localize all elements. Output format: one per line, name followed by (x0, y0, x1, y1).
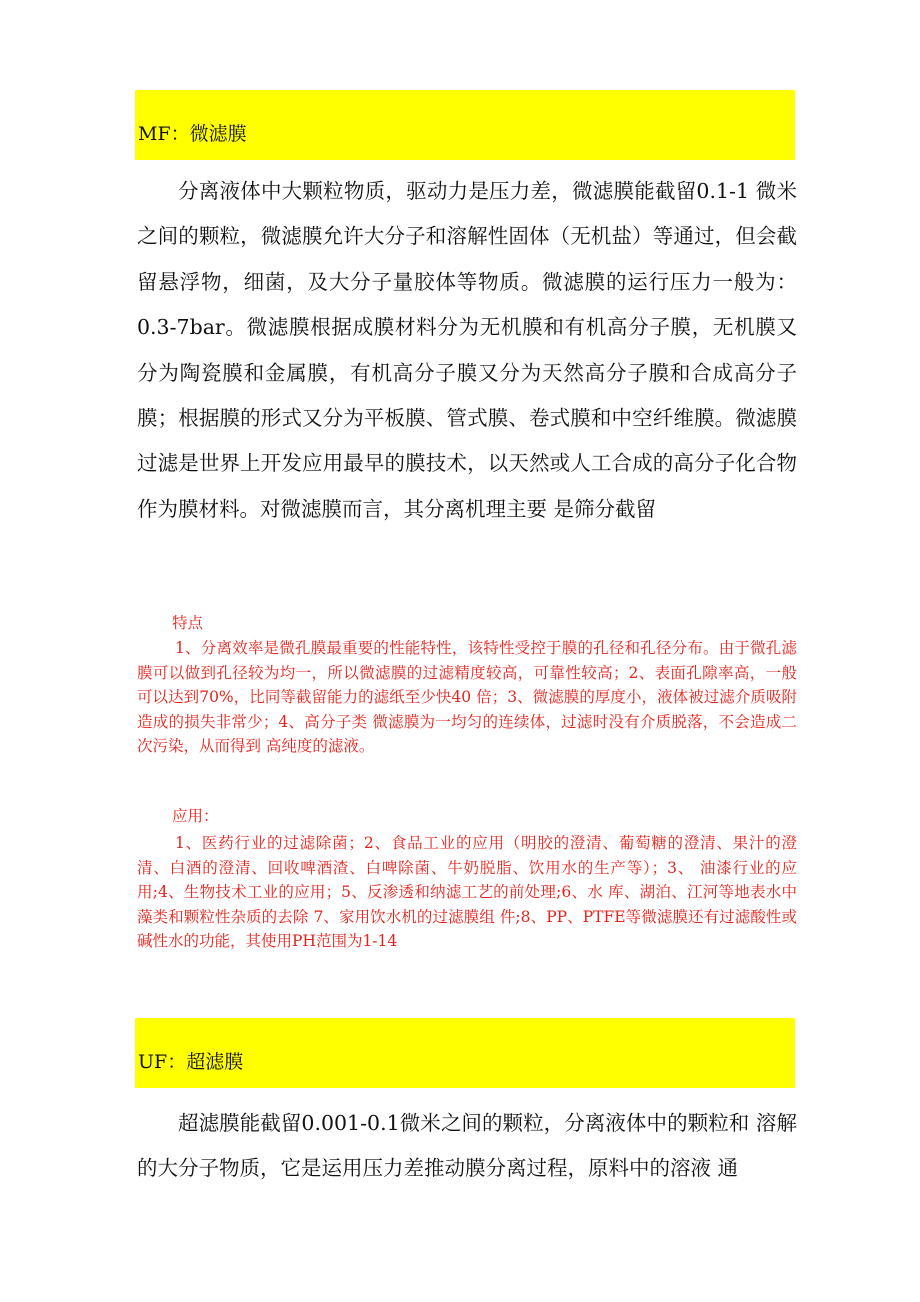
mf-heading-highlight (135, 90, 795, 160)
uf-heading-highlight (135, 1018, 795, 1088)
uf-heading: UF：超滤膜 (138, 1051, 244, 1073)
mf-heading: MF：微滤膜 (138, 123, 247, 145)
features-label: 特点 (172, 614, 204, 632)
mf-description: 分离液体中大颗粒物质，驱动力是压力差，微滤膜能截留0.1-1 微米之间的颗粒，微滤膜允许大分子和溶解性固体（无机盐）等通过，但会截留悬浮物，细菌，及大分子量胶体等物质。微滤膜的运行压力一般为：0.3-7bar。微滤膜根据成膜材料分为无机膜和有机高分子膜，无机膜又分为陶瓷膜和金属膜，有机高分子膜又分为天然高分子膜和合成高分子膜；根据膜的形式又分为平板膜、管式膜、卷式膜和中空纤维膜。微滤膜过滤是世界上开发应用最早的膜技术，以天然或人工合成的高分子化合物作为膜材料。对微滤膜而言，其分离机理主要 是筛分截留 (137, 179, 797, 521)
applications-label: 应用： (172, 807, 219, 825)
applications-text: 1、医药行业的过滤除菌；2、食品工业的应用（明胶的澄清、葡萄糖的澄清、果汁的澄清、白酒的澄清、回收啤酒渣、白啤除菌、牛奶脱脂、饮用水的生产等）；3、 油漆行业的应用;4、生物技术工业的应用；5、反渗透和纳滤工艺的前处理;6、水 库、湖泊、江河等地表水中藻类和颗粒性杂质的去除 7、家用饮水机的过滤膜组 件;8、PP、PTFE等微滤膜还有过滤酸性或碱性水的功能，其使用PH范围为1-14 (137, 834, 797, 951)
features-text: 1、分离效率是微孔膜最重要的性能特性，该特性受控于膜的孔径和孔径分布。由于微孔滤膜可以做到孔径较为均一，所以微滤膜的过滤精度较高，可靠性较高；2、表面孔隙率高，一般可以达到70%，比同等截留能力的滤纸至少快40 倍；3、微滤膜的厚度小，液体被过滤介质吸附造成的损失非常少；4、高分子类 微滤膜为一均匀的连续体，过滤时没有介质脱落，不会造成二次污染，从而得到 高纯度的滤液。 (137, 639, 797, 756)
uf-description: 超滤膜能截留0.001-0.1微米之间的颗粒，分离液体中的颗粒和 溶解的大分子物质，它是运用压力差推动膜分离过程，原料中的溶液 通 (137, 1111, 797, 1181)
